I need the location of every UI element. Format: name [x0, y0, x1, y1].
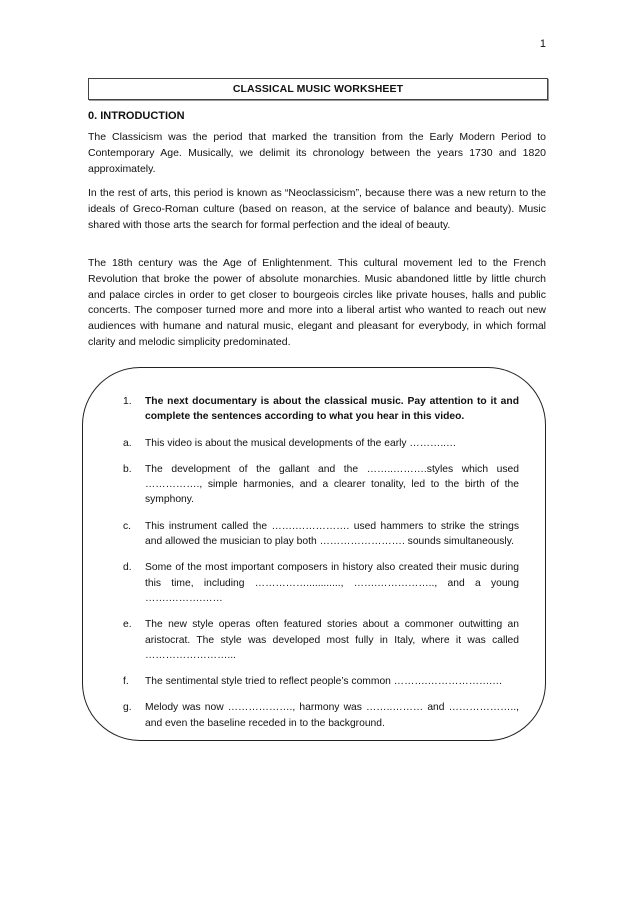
page-number: 1: [539, 38, 546, 50]
exercise-list: [119, 394, 519, 742]
sentence-item: [119, 700, 519, 731]
item-letter: g.: [123, 702, 132, 714]
sentence-item: [119, 674, 519, 689]
sentence-text: This video is about the musical developments of the early ………..…: [145, 437, 457, 449]
sentence-item: [119, 519, 519, 550]
item-letter: a.: [123, 437, 132, 449]
intro-paragraph: The 18th century was the Age of Enlightenment. This cultural movement led to the French Revolution that broke the power of absolute monarchies. Music abandoned little by little church and palace circles in order to get closer to bourgeois circles like private houses, halls and public concerts. The composer turned more and more into a liberal artist who wanted to reach out new audiences with humane and natural music, elegant and pleasant for everybody, in which formal clarity and melodic simplicity predominated.: [88, 257, 546, 348]
item-letter: b.: [123, 463, 132, 475]
sentence-text: The sentimental style tried to reflect people’s common ……….……………….…: [145, 676, 503, 688]
section-heading: 0. INTRODUCTION: [88, 110, 185, 122]
sentence-text: The development of the gallant and the ……..……….styles which used ……………., simple harmonies, and a clearer tonality, led to the birth of the symphony.: [145, 463, 519, 506]
sentence-item: [119, 617, 519, 663]
sentence-item: [119, 436, 519, 451]
sentence-text: This instrument called the …….……………. used hammers to strike the strings and allowed the musician to play both ……………………. sounds simultaneously.: [145, 520, 519, 548]
intro-paragraph: The Classicism was the period that marked the transition from the Early Modern Period to Contemporary Age. Musically, we delimit its chronology between the years 1730 and 1820 approximately.: [88, 131, 546, 175]
sentence-text: Some of the most important composers in history also created their music during this time, including ……………............, …….…………….., and a young …….……….……: [145, 562, 519, 604]
item-letter: f.: [123, 676, 129, 688]
sentence-text: The new style operas often featured stories about a commoner outwitting an aristocrat. The style was developed most fully in Italy, where it was called ……………………...: [145, 619, 519, 661]
question-number: 1.: [123, 396, 132, 407]
question-text: The next documentary is about the classical music. Pay attention to it and complete the sentences according to what you hear in this video.: [145, 396, 519, 423]
sentence-text: Melody was now ………………., harmony was ……..……… and ……………….., and even the baseline receded in to the background.: [145, 702, 519, 729]
item-letter: c.: [123, 520, 132, 532]
worksheet-title: CLASSICAL MUSIC WORKSHEET: [88, 78, 548, 100]
item-letter: d.: [123, 562, 132, 574]
sentence-item: [119, 560, 519, 606]
question-item: [119, 394, 519, 425]
item-letter: e.: [123, 619, 132, 631]
sentence-item: [119, 462, 519, 508]
intro-paragraph: In the rest of arts, this period is known as “Neoclassicism”, because there was a new return to the ideals of Greco-Roman culture (based on reason, at the service of balance and beauty). Music shared with those arts the search for formal perfection and the ideal of beauty.: [88, 187, 546, 231]
